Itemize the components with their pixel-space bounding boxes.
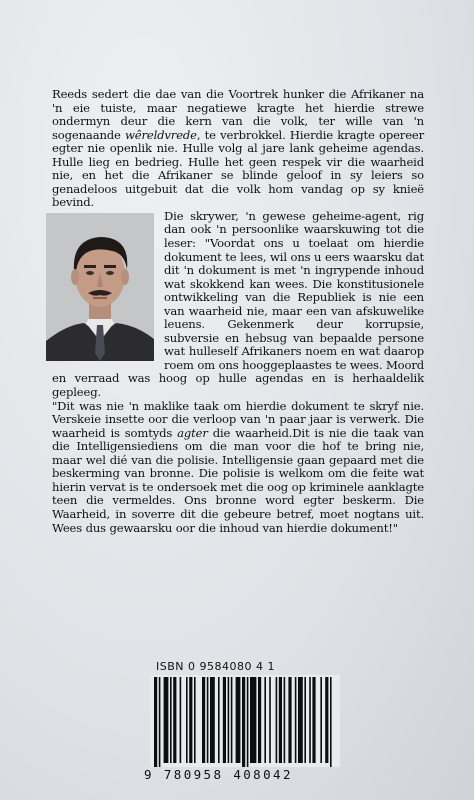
barcode-number: 9 780958 408042 xyxy=(144,767,293,782)
paragraph-intro-part2: , te verbrokkel. Hierdie kragte opereer egter nie openlik nie. Hulle volg al jare lank geheime agendas. Hulle lieg en bedrieg. Hulle het geen respek vir die waarheid nie, en het die Afrikaner se blinde geloof in sy leiers so genadeloos uitgebuit dat die volk hom vandag op sy knieë bevind. xyxy=(52,127,425,210)
barcode-bar xyxy=(189,677,192,763)
barcode-bar xyxy=(330,677,332,767)
barcode-bar xyxy=(284,677,286,763)
barcode-bar xyxy=(164,677,169,763)
barcode xyxy=(144,675,340,785)
barcode-bar xyxy=(223,677,226,763)
paragraph-quote-part1: "Dit was nie 'n maklike taak om hierdie dokument te skryf nie. Verskeie insette oor die verloop van 'n paar jaar is verwerk. Die waarheid is somtyds xyxy=(52,398,424,440)
barcode-bar xyxy=(312,677,315,763)
barcode-bar xyxy=(276,677,278,763)
barcode-bar xyxy=(242,677,245,767)
barcode-bar xyxy=(264,677,266,763)
barcode-bar xyxy=(207,677,209,763)
barcode-bar xyxy=(154,677,157,767)
barcode-bar xyxy=(258,677,261,763)
barcode-bar xyxy=(210,677,215,763)
barcode-bar xyxy=(173,677,176,763)
barcode-bar xyxy=(320,677,322,763)
paragraph-intro-part1: Reeds sedert die dae van die Voortrek hunker die Afrikaner na 'n eie tuiste, maar negatiewe kragte het hierdie strewe ondermyn deur die kern van die volk, ter wille van 'n sogenaande xyxy=(52,87,424,142)
barcode-bar xyxy=(236,677,241,763)
barcode-bar xyxy=(325,677,328,763)
barcode-bar xyxy=(186,677,188,763)
barcode-bar xyxy=(269,677,271,763)
paragraph-warning: Die skrywer, 'n gewese geheime-agent, rig dan ook 'n persoonlike waarskuwing tot die leser: "Voordat ons u toelaat om hierdie dokument te lees, wil ons u eers waarsku dat dit 'n dokument is met 'n ingrypende inhoud wat skokkend kan wees. Die konstitusionele ontwikkeling van die Republiek is nie een van waarheid nie, maar een van afskuwelike leuens. Gekenmerk deur korrupsie, subversie en hebsug van bepaalde persone wat hulleself Afrikaners noem en wat daarop roem om ons hooggeplaastes te wees. Moord en verraad was hoog op hulle agendas en is herhaaldelik gepleeg. xyxy=(52,208,424,400)
barcode-bar xyxy=(202,677,205,763)
barcode-bar xyxy=(159,677,161,767)
barcode-bar xyxy=(295,677,297,763)
barcode-bar xyxy=(231,677,233,763)
author-photo xyxy=(46,213,154,361)
barcode-bar xyxy=(170,677,172,763)
blurb-text xyxy=(52,88,424,535)
barcode-bar xyxy=(309,677,311,763)
barcode-bar xyxy=(247,677,249,767)
barcode-bars xyxy=(150,675,340,767)
barcode-bar xyxy=(194,677,196,763)
barcode-bar xyxy=(304,677,306,763)
paragraph-intro-italic: wêreldvrede xyxy=(124,127,197,142)
barcode-bar xyxy=(180,677,182,763)
paragraph-quote-italic: agter xyxy=(177,425,208,440)
barcode-bar xyxy=(279,677,282,763)
barcode-bar xyxy=(288,677,291,763)
barcode-bar xyxy=(298,677,303,763)
isbn-label: ISBN 0 9584080 4 1 xyxy=(156,660,275,673)
author-portrait-image xyxy=(46,213,154,361)
paragraph-intro xyxy=(52,88,424,210)
paragraph-quote xyxy=(52,400,424,535)
barcode-bar xyxy=(218,677,220,763)
barcode-bar xyxy=(228,677,230,763)
paragraph-quote-part2: die waarheid.Dit is nie die taak van die Intelligensiediens om die man voor die hof te bring nie, maar wel dié van die polisie. Intelligensie gaan gepaard met die beskerming van bronne. Die polisie is welkom om die feite wat hierin vervat is te ondersoek met die oog op kriminele aanklagte teen die vermeldes. Ons bronne word egter beskerm. Die Waarheid, in soverre dit die gebeure betref, moet nogtans uit. Wees dus gewaarsku oor die inhoud van hierdie dokument!" xyxy=(52,425,424,535)
barcode-bar xyxy=(250,677,256,763)
